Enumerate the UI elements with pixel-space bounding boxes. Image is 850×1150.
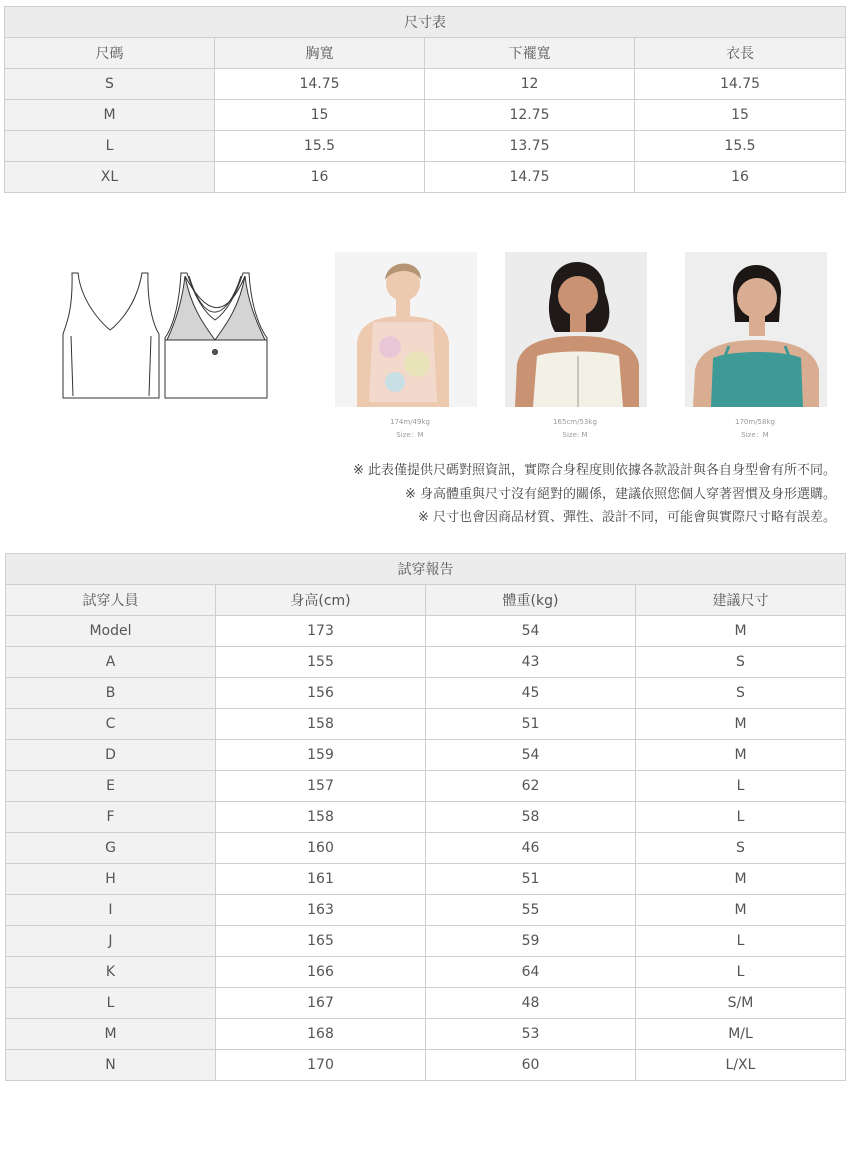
note-line: ※ 身高體重與尺寸沒有絕對的關係，建議依照您個人穿著習慣及身形選購。 — [404, 486, 836, 502]
table-cell: 173 — [216, 616, 426, 647]
column-header: 胸寬 — [215, 38, 425, 69]
table-cell: 51 — [426, 864, 636, 895]
table-row — [6, 957, 846, 988]
table-cell: 54 — [426, 616, 636, 647]
table-cell: K — [6, 957, 216, 988]
column-header: 尺碼 — [5, 38, 215, 69]
column-header: 體重(kg) — [426, 585, 636, 616]
table-cell: E — [6, 771, 216, 802]
model-photo-icon — [685, 252, 827, 407]
model-photo-icon — [505, 252, 647, 407]
table-cell: 157 — [216, 771, 426, 802]
table-row — [5, 69, 846, 100]
table-row — [6, 771, 846, 802]
table-row — [5, 131, 846, 162]
table-cell: J — [6, 926, 216, 957]
table-row — [6, 616, 846, 647]
table-cell: 167 — [216, 988, 426, 1019]
fitting-report-table — [5, 553, 846, 1081]
table-cell: 161 — [216, 864, 426, 895]
table-cell: 163 — [216, 895, 426, 926]
model-height-weight: 174m/49kg — [390, 418, 430, 426]
column-header: 建議尺寸 — [636, 585, 846, 616]
table-row — [6, 1019, 846, 1050]
table-cell: 158 — [216, 802, 426, 833]
table-cell: 159 — [216, 740, 426, 771]
model-caption-1 — [325, 416, 495, 442]
table-cell: G — [6, 833, 216, 864]
model-height-weight: 165cm/53kg — [553, 418, 597, 426]
table-row — [6, 1050, 846, 1081]
table-cell: M — [636, 709, 846, 740]
table-row — [6, 988, 846, 1019]
size-chart-header-row — [5, 38, 846, 69]
model-photo-icon — [335, 252, 477, 407]
table-cell: M — [636, 864, 846, 895]
table-cell: 12.75 — [425, 100, 635, 131]
table-cell: D — [6, 740, 216, 771]
table-cell: 165 — [216, 926, 426, 957]
table-cell: L — [636, 802, 846, 833]
size-chart-title: 尺寸表 — [5, 7, 846, 38]
table-cell: I — [6, 895, 216, 926]
table-cell: 45 — [426, 678, 636, 709]
table-cell: A — [6, 647, 216, 678]
table-cell: 51 — [426, 709, 636, 740]
table-cell: 55 — [426, 895, 636, 926]
model-size: Size：M — [396, 431, 424, 439]
column-header: 下襬寬 — [425, 38, 635, 69]
table-cell: M — [636, 895, 846, 926]
table-row — [6, 833, 846, 864]
column-header: 身高(cm) — [216, 585, 426, 616]
table-cell: 170 — [216, 1050, 426, 1081]
table-cell: 15 — [635, 100, 846, 131]
table-cell: L — [5, 131, 215, 162]
fitting-report-title: 試穿報告 — [6, 554, 846, 585]
table-row — [5, 100, 846, 131]
table-cell: 14.75 — [215, 69, 425, 100]
table-cell: Model — [6, 616, 216, 647]
table-row — [6, 678, 846, 709]
garment-sketch — [55, 268, 270, 403]
table-cell: 15.5 — [635, 131, 846, 162]
model-height-weight: 170m/58kg — [735, 418, 775, 426]
model-photo-3 — [685, 252, 827, 407]
table-cell: F — [6, 802, 216, 833]
table-cell: M/L — [636, 1019, 846, 1050]
table-cell: XL — [5, 162, 215, 193]
table-cell: 158 — [216, 709, 426, 740]
model-size: Size：M — [741, 431, 769, 439]
size-notes — [353, 459, 836, 530]
table-cell: 60 — [426, 1050, 636, 1081]
table-cell: L — [636, 926, 846, 957]
table-cell: B — [6, 678, 216, 709]
table-cell: 43 — [426, 647, 636, 678]
table-cell: 16 — [635, 162, 846, 193]
table-cell: S — [636, 647, 846, 678]
table-cell: 53 — [426, 1019, 636, 1050]
table-cell: 13.75 — [425, 131, 635, 162]
model-photo-1 — [335, 252, 477, 407]
sports-bra-sketch-icon — [55, 268, 270, 403]
table-cell: S — [636, 833, 846, 864]
table-cell: 15.5 — [215, 131, 425, 162]
column-header: 試穿人員 — [6, 585, 216, 616]
table-cell: M — [6, 1019, 216, 1050]
table-row — [6, 647, 846, 678]
table-cell: H — [6, 864, 216, 895]
table-row — [6, 740, 846, 771]
table-row — [6, 926, 846, 957]
table-cell: 12 — [425, 69, 635, 100]
table-cell: 16 — [215, 162, 425, 193]
fitting-report-header-row — [6, 585, 846, 616]
table-row — [6, 802, 846, 833]
table-cell: N — [6, 1050, 216, 1081]
table-cell: L/XL — [636, 1050, 846, 1081]
table-cell: 14.75 — [425, 162, 635, 193]
table-row — [6, 709, 846, 740]
column-header: 衣長 — [635, 38, 846, 69]
table-cell: L — [636, 771, 846, 802]
table-cell: L — [636, 957, 846, 988]
table-cell: 14.75 — [635, 69, 846, 100]
table-cell: 64 — [426, 957, 636, 988]
table-cell: 15 — [215, 100, 425, 131]
table-cell: M — [636, 616, 846, 647]
table-cell: C — [6, 709, 216, 740]
table-cell: 166 — [216, 957, 426, 988]
note-line: ※ 尺寸也會因商品材質、彈性、設計不同，可能會與實際尺寸略有誤差。 — [417, 510, 836, 525]
table-cell: S/M — [636, 988, 846, 1019]
table-cell: M — [636, 740, 846, 771]
table-cell: 160 — [216, 833, 426, 864]
table-row — [5, 162, 846, 193]
note-line: ※ 此表僅提供尺碼對照資訊，實際合身程度則依據各款設計與各自身型會有所不同。 — [352, 463, 836, 478]
table-cell: 46 — [426, 833, 636, 864]
model-caption-2 — [490, 416, 660, 442]
size-chart-table — [4, 6, 846, 193]
table-cell: M — [5, 100, 215, 131]
model-photo-2 — [505, 252, 647, 407]
table-cell: S — [5, 69, 215, 100]
table-cell: 59 — [426, 926, 636, 957]
table-row — [6, 895, 846, 926]
table-row — [6, 864, 846, 895]
table-cell: 62 — [426, 771, 636, 802]
table-cell: S — [636, 678, 846, 709]
table-cell: 54 — [426, 740, 636, 771]
table-cell: 58 — [426, 802, 636, 833]
model-caption-3 — [670, 416, 840, 442]
table-cell: 156 — [216, 678, 426, 709]
model-size: Size: M — [562, 431, 588, 439]
table-cell: 168 — [216, 1019, 426, 1050]
table-cell: 48 — [426, 988, 636, 1019]
table-cell: 155 — [216, 647, 426, 678]
table-cell: L — [6, 988, 216, 1019]
